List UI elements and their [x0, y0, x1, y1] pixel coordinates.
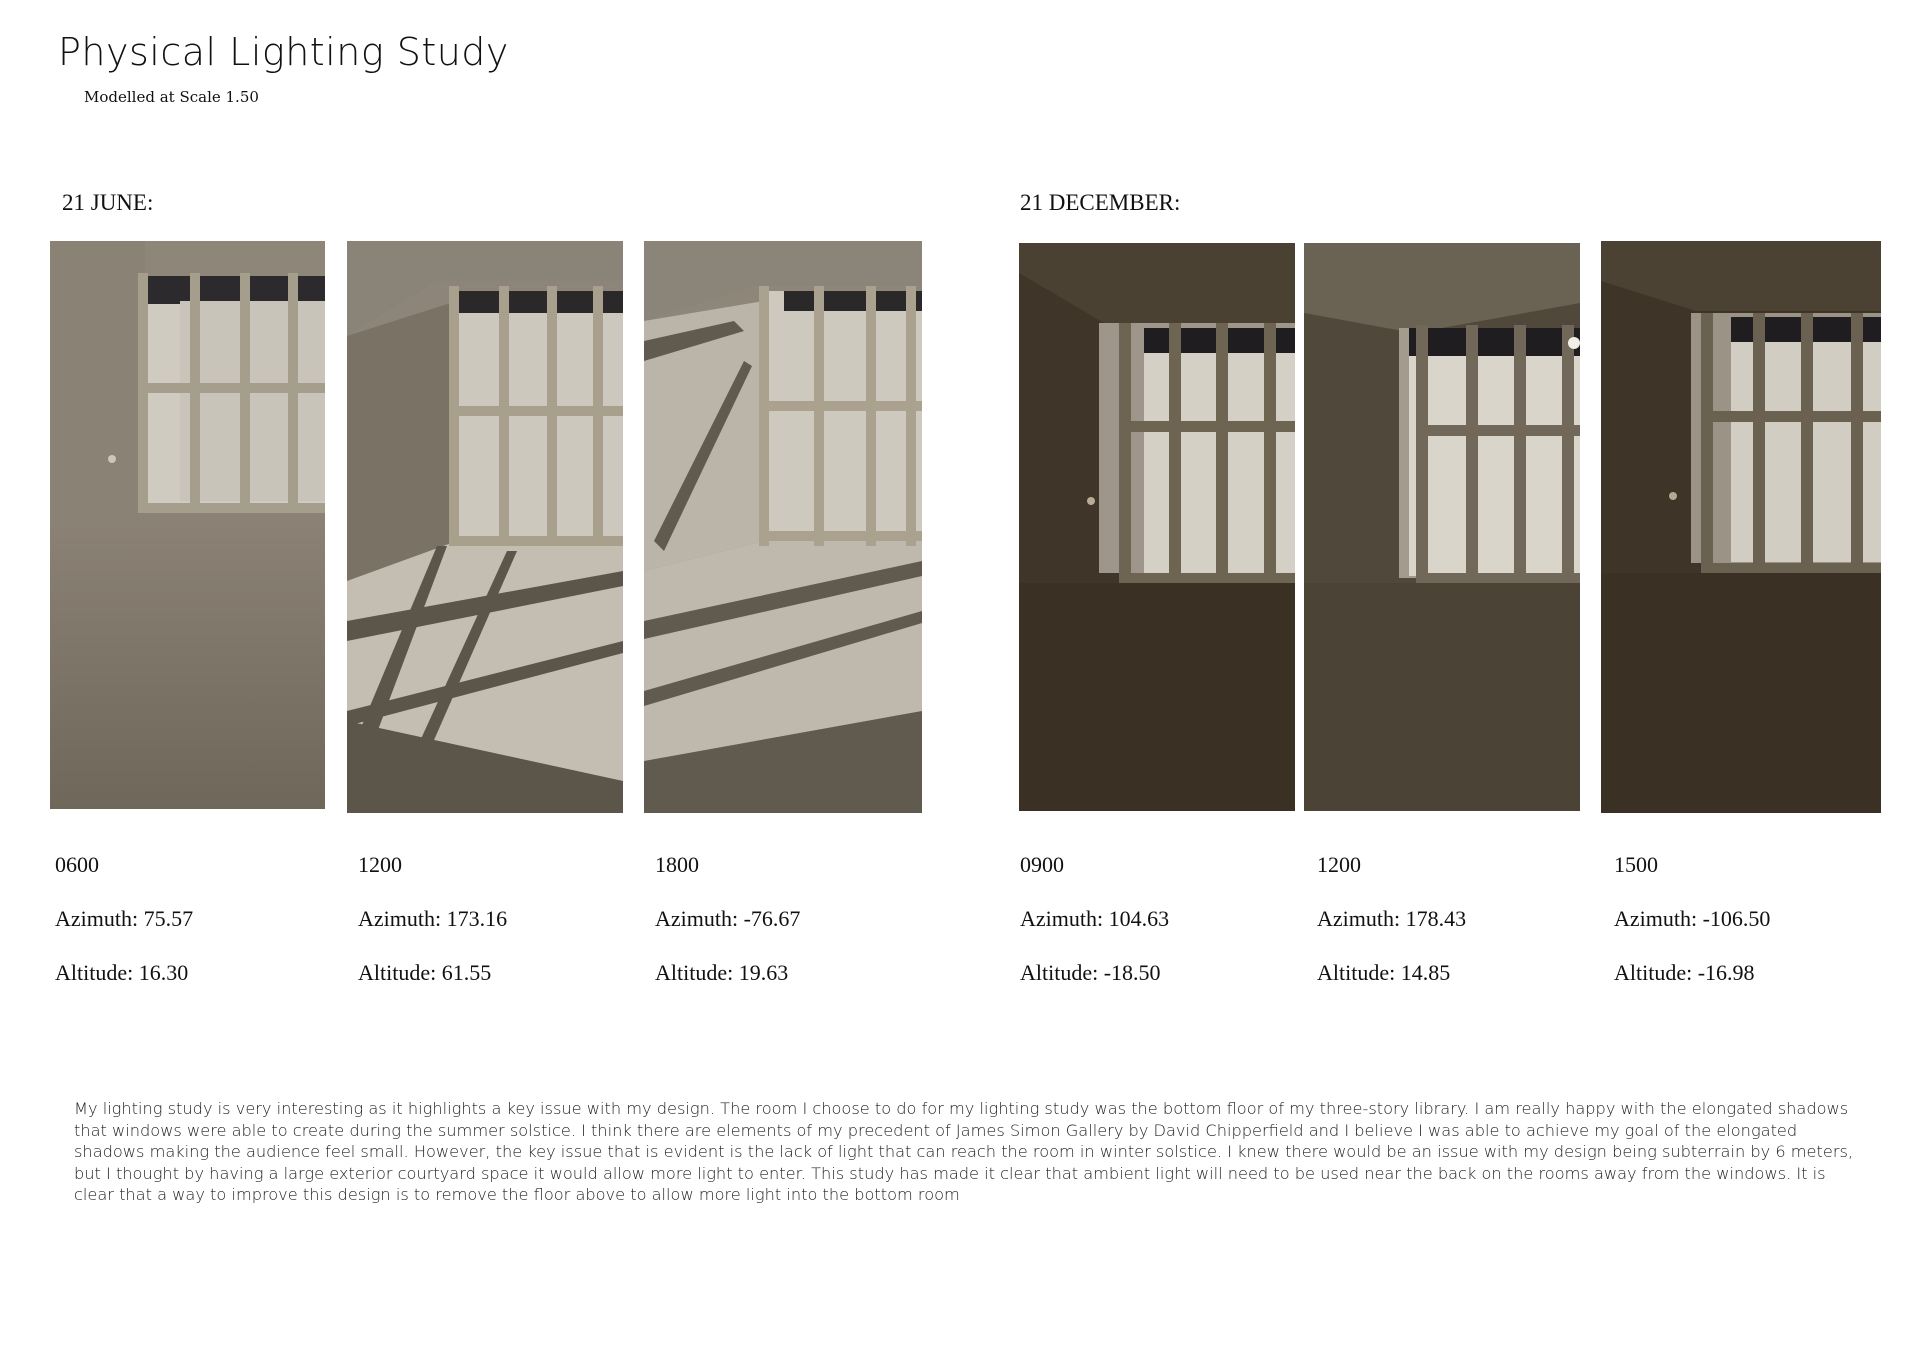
photo-december-1200	[1304, 243, 1580, 811]
photo-december-1500	[1601, 241, 1881, 813]
december-0900-altitude: Altitude: -18.50	[1020, 960, 1161, 985]
december-1200-time: 1200	[1317, 852, 1361, 877]
december-1500-altitude: Altitude: -16.98	[1614, 960, 1755, 985]
page-subtitle: Modelled at Scale 1.50	[84, 88, 259, 106]
december-1500-time: 1500	[1614, 852, 1658, 877]
photo-june-0600	[50, 241, 325, 809]
section-label-december: 21 DECEMBER:	[1020, 190, 1181, 215]
june-1800-time: 1800	[655, 852, 699, 877]
june-1200-azimuth: Azimuth: 173.16	[358, 906, 508, 931]
section-label-june: 21 JUNE:	[62, 190, 154, 215]
december-1200-altitude: Altitude: 14.85	[1317, 960, 1451, 985]
december-1500-azimuth: Azimuth: -106.50	[1614, 906, 1771, 931]
photo-june-1800	[644, 241, 922, 813]
june-0600-azimuth: Azimuth: 75.57	[55, 906, 194, 931]
study-description: My lighting study is very interesting as it highlights a key issue with my design. The room I choose to do for my lighting study was the bottom floor of my three-story library. I am really happy with the elongated shadows that windows were able to create during the summer solstice. I think there are elements of my precedent of James Simon Gallery by David Chipperfield and I believe I was able to achieve my goal of the elongated shadows making the audience feel small. However, the key issue that is evident is the lack of light that can reach the room in winter solstice. I knew there would be an issue with my design being subterrain by 6 meters, but I thought by having a large exterior courtyard space it would allow more light to enter. This study has made it clear that ambient light will need to be used near the back on the rooms away from the windows. It is clear that a way to improve this design is to remove the floor above to allow more light into the bottom room	[74, 1099, 1854, 1204]
june-0600-time: 0600	[55, 852, 99, 877]
december-1200-azimuth: Azimuth: 178.43	[1317, 906, 1467, 931]
page-title: Physical Lighting Study	[58, 30, 509, 74]
photo-june-1200	[347, 241, 623, 813]
june-1200-time: 1200	[358, 852, 402, 877]
june-0600-altitude: Altitude: 16.30	[55, 960, 189, 985]
photo-december-0900	[1019, 243, 1295, 811]
december-0900-time: 0900	[1020, 852, 1064, 877]
december-0900-azimuth: Azimuth: 104.63	[1020, 906, 1170, 931]
june-1200-altitude: Altitude: 61.55	[358, 960, 492, 985]
june-1800-altitude: Altitude: 19.63	[655, 960, 789, 985]
june-1800-azimuth: Azimuth: -76.67	[655, 906, 801, 931]
